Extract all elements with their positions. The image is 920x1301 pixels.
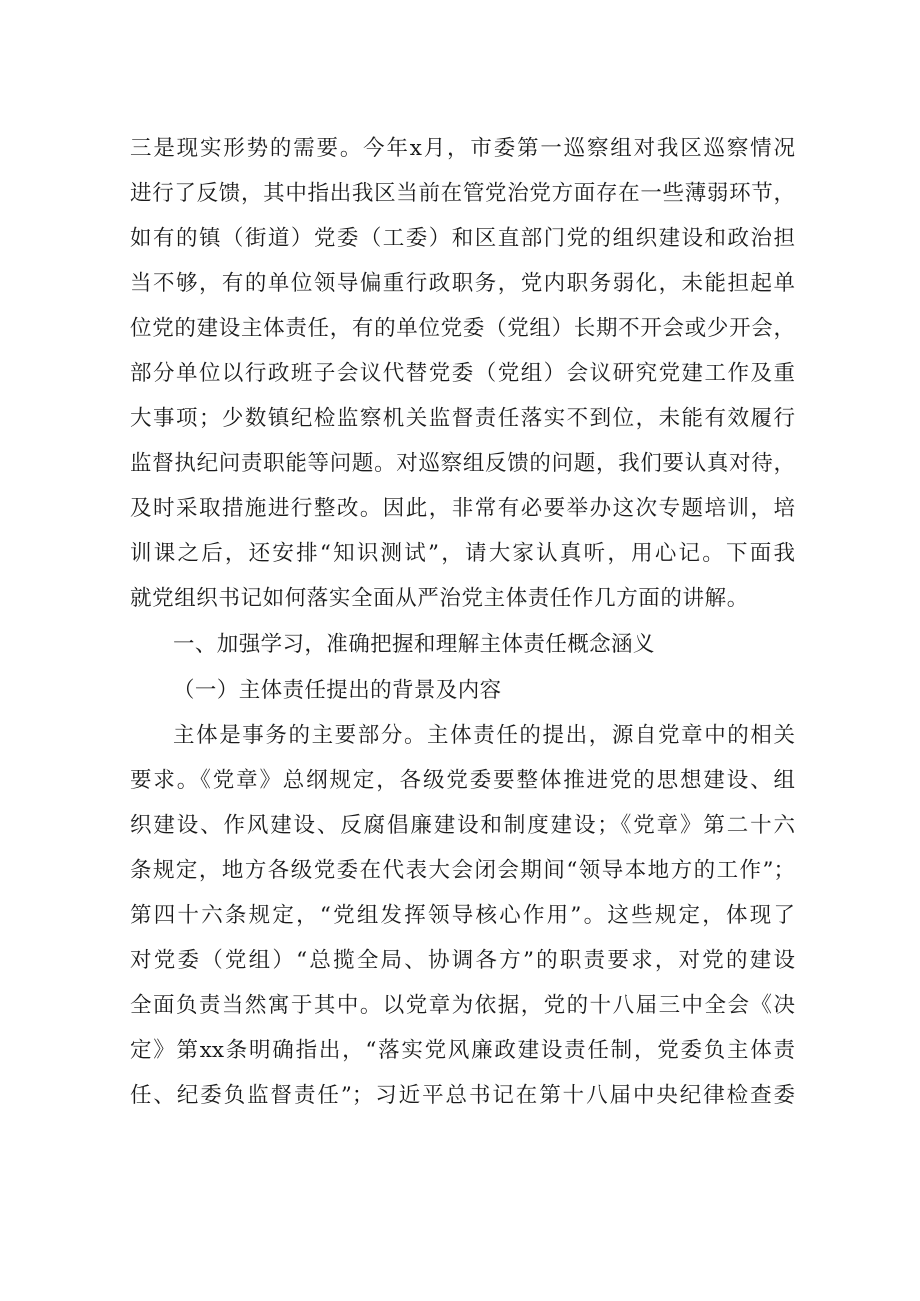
paragraph-line: 对党委（党组）“总揽全局、协调各方”的职责要求，对党的建设 xyxy=(130,948,795,973)
paragraph-line: 位党的建设主体责任，有的单位党委（党组）长期不开会或少开会， xyxy=(130,316,795,341)
paragraph-line: 当不够，有的单位领导偏重行政职务，党内职务弱化，未能担起单 xyxy=(130,271,795,296)
subsection-heading: （一）主体责任提出的背景及内容 xyxy=(173,678,502,703)
paragraph-line: 监督执纪问责职能等问题。对巡察组反馈的问题，我们要认真对待， xyxy=(130,451,795,476)
paragraph-line: 进行了反馈，其中指出我区当前在管党治党方面存在一些薄弱环节， xyxy=(130,181,795,206)
paragraph-line: 部分单位以行政班子会议代替党委（党组）会议研究党建工作及重 xyxy=(130,361,795,386)
paragraph-line: 任、纪委负监督责任”；习近平总书记在第十八届中央纪律检查委 xyxy=(130,1083,795,1108)
section-heading: 一、加强学习，准确把握和理解主体责任概念涵义 xyxy=(173,632,655,657)
paragraph-line: 织建设、作风建设、反腐倡廉建设和制度建设；《党章》第二十六 xyxy=(130,813,795,838)
paragraph-line: 就党组织书记如何落实全面从严治党主体责任作几方面的讲解。 xyxy=(130,586,749,611)
paragraph-line: 定》第xx条明确指出，“落实党风廉政建设责任制，党委负主体责 xyxy=(130,1038,795,1063)
paragraph-line: 训课之后，还安排“知识测试”，请大家认真听，用心记。下面我 xyxy=(130,541,795,566)
paragraph-line: 第四十六条规定，“党组发挥领导核心作用”。这些规定，体现了 xyxy=(130,903,795,928)
paragraph-line: 及时采取措施进行整改。因此，非常有必要举办这次专题培训，培 xyxy=(130,496,795,521)
paragraph-line: 要求。《党章》总纲规定，各级党委要整体推进党的思想建设、组 xyxy=(130,768,795,793)
paragraph-line: 三是现实形势的需要。今年x月，市委第一巡察组对我区巡察情况 xyxy=(130,136,795,161)
paragraph-line: 大事项；少数镇纪检监察机关监督责任落实不到位，未能有效履行 xyxy=(130,406,795,431)
paragraph-line: 全面负责当然寓于其中。以党章为依据，党的十八届三中全会《决 xyxy=(130,993,795,1018)
paragraph-line: 主体是事务的主要部分。主体责任的提出，源自党章中的相关 xyxy=(173,723,795,748)
paragraph-line: 如有的镇（街道）党委（工委）和区直部门党的组织建设和政治担 xyxy=(130,226,795,251)
paragraph-line: 条规定，地方各级党委在代表大会闭会期间“领导本地方的工作”； xyxy=(130,858,795,883)
